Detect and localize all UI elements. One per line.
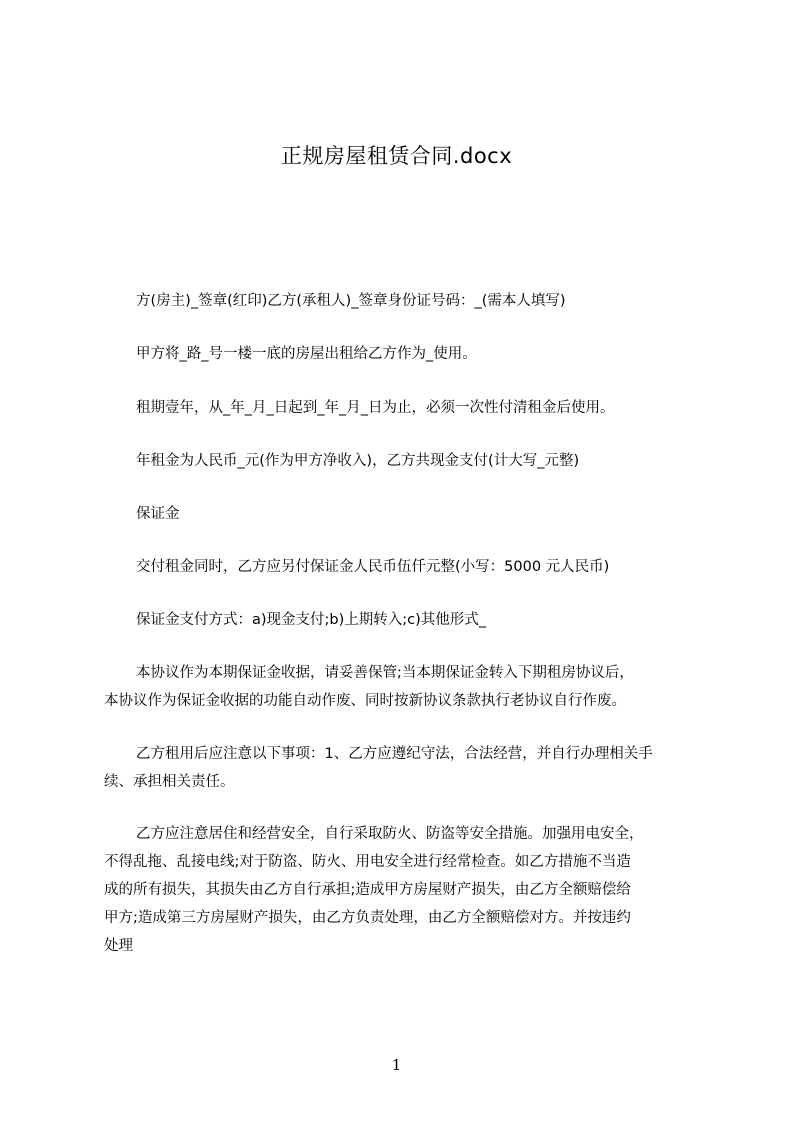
paragraph-tenant-obligations [104,740,710,796]
text-line: 成的所有损失，其损失由乙方自行承担;造成甲方房屋财产损失，由乙方全额赔偿给 [104,882,631,898]
page-number: 1 [391,1056,402,1074]
text-line: 甲方;造成第三方房屋财产损失，由乙方负责处理，由乙方全额赔偿对方。并按违约 [104,910,631,926]
paragraph-deposit-amount: 交付租金同时，乙方应另付保证金人民币伍仟元整(小写：5000 元人民币) [136,559,610,575]
text-line: 处理 [104,938,133,954]
paragraph-rental-premises: 甲方将_路_号一楼一底的房屋出租给乙方作为_使用。 [136,346,477,362]
paragraph-signatures: 方(房主)_签章(红印)乙方(承租人)_签章身份证号码：_(需本人填写) [136,293,566,309]
text-line: 不得乱拖、乱接电线;对于防盗、防火、用电安全进行经常检查。如乙方措施不当造 [104,854,631,870]
paragraph-lease-term: 租期壹年，从_年_月_日起到_年_月_日为止，必须一次性付清租金后使用。 [136,400,615,416]
paragraph-safety-liability [104,820,710,960]
text-line: 本协议作为本期保证金收据，请妥善保管;当本期保证金转入下期租房协议后， [136,665,634,681]
paragraph-deposit-payment-method: 保证金支付方式：a)现金支付;b)上期转入;c)其他形式_ [136,612,487,628]
paragraph-annual-rent: 年租金为人民币_元(作为甲方净收入)，乙方共现金支付(计大写_元整) [136,453,580,469]
paragraph-deposit-heading: 保证金 [136,506,180,522]
paragraph-receipt-note [104,659,710,715]
text-line: 乙方租用后应注意以下事项：1、乙方应遵纪守法，合法经营，并自行办理相关手 [136,746,653,762]
text-line: 续、承担相关责任。 [104,774,235,790]
text-line: 乙方应注意居住和经营安全，自行采取防火、防盗等安全措施。加强用电安全， [136,826,644,842]
document-title: 正规房屋租赁合同.docx [280,144,513,168]
text-line: 本协议作为保证金收据的功能自动作废、同时按新协议条款执行老协议自行作废。 [104,693,626,709]
